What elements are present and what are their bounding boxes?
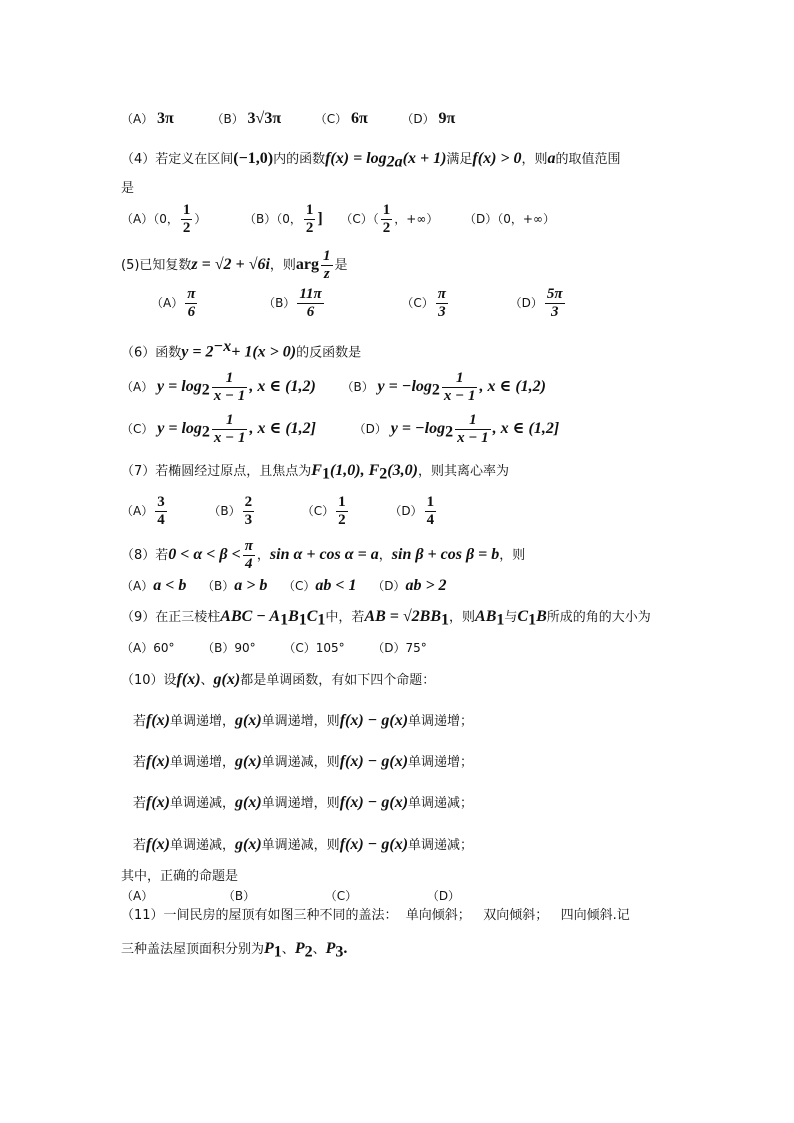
q9-options xyxy=(121,639,427,657)
q5-option-d-label: （D） xyxy=(509,296,543,310)
q10-prefix: （10）设 xyxy=(121,673,177,688)
q8-frac: $\frac{\pi}{4}$ xyxy=(244,538,253,572)
q10-options xyxy=(121,887,460,905)
q5-option-b: $\frac{11\pi}{6}$ xyxy=(299,286,322,320)
q8-option-d: ab > 2 xyxy=(405,577,447,594)
q7-suffix: ，则其离心率为 xyxy=(417,464,509,479)
q5-option-a-label: （A） xyxy=(151,296,184,310)
q7-option-b-label: （B） xyxy=(208,504,241,518)
q4-cond: f(x) > 0 xyxy=(472,150,522,167)
q3-option-d-label: （D） xyxy=(401,112,435,126)
q8-option-d-label: （D） xyxy=(372,579,406,593)
q5-option-c-label: （C） xyxy=(401,296,434,310)
q7-options xyxy=(121,494,438,529)
q7-option-d: $\frac{1}{4}$ xyxy=(426,494,435,528)
q3-option-c-label: （C） xyxy=(314,112,348,126)
q3-options xyxy=(121,110,455,128)
q4-option-c: （ xyxy=(372,212,379,226)
q8-options xyxy=(121,577,447,595)
q4-base: 2a xyxy=(386,153,403,171)
q6-option-b-frac: $\frac{1}{x - 1}$ xyxy=(443,370,476,404)
q8-suffix: ，则 xyxy=(499,548,526,563)
q6-option-c-lhs: y = log xyxy=(157,420,202,437)
q7-option-c: $\frac{1}{2}$ xyxy=(338,494,346,528)
q5-options xyxy=(151,286,567,321)
q9-option-b: 90° xyxy=(234,641,256,655)
q4-arg: (x + 1) xyxy=(402,150,447,167)
q10-option-c-label: （C） xyxy=(324,889,358,903)
q4-option-c-frac: $\frac{1}{2}$ xyxy=(382,202,391,236)
q6-prefix: （6）函数 xyxy=(121,345,182,361)
q4-mid1: 内的函数 xyxy=(273,152,326,167)
q5-option-d: $\frac{5\pi}{3}$ xyxy=(546,286,563,320)
q4-stem xyxy=(121,150,621,172)
q5-prefix: (5)已知复数 xyxy=(121,258,192,273)
q6-option-b-label: （B） xyxy=(341,380,374,394)
q6-option-c-label: （C） xyxy=(121,422,154,436)
q4-option-d-label: （D） xyxy=(464,212,498,226)
q5-suffix: 是 xyxy=(334,258,348,273)
q10-prop-3: 若f(x)单调递减，g(x)单调递增，则f(x) − g(x)单调递减； xyxy=(133,794,474,811)
q4-option-a-frac: $\frac{1}{2}$ xyxy=(182,202,191,236)
q10-option-d-label: （D） xyxy=(426,889,461,903)
q5-option-c: $\frac{\pi}{3}$ xyxy=(437,286,446,320)
q4-option-b: （0， xyxy=(276,212,302,226)
q6-exp: −x xyxy=(213,338,232,355)
q7-prefix: （7）若椭圆经过原点，且焦点为 xyxy=(121,464,312,479)
q6-expr: y = 2 xyxy=(181,343,214,361)
q4-interval: (−1,0) xyxy=(233,150,274,167)
q10-stem: （10）设f(x)、g(x)都是单调函数，有如下四个命题： xyxy=(121,671,436,688)
q10-option-b-label: （B） xyxy=(222,889,256,903)
q8-option-c-label: （C） xyxy=(283,579,316,593)
q3-option-a-label: （A） xyxy=(121,112,154,126)
q10-prop-4: 若f(x)单调递减，g(x)单调递减，则f(x) − g(x)单调递减； xyxy=(133,836,474,853)
q4-var: a xyxy=(547,150,556,167)
q7-option-a-label: （A） xyxy=(121,504,154,518)
q5-option-a: $\frac{\pi}{6}$ xyxy=(187,286,196,320)
q9-option-b-label: （B） xyxy=(202,641,235,655)
q4-option-a-label: （A） xyxy=(121,212,154,226)
q9-option-c-label: （C） xyxy=(283,641,316,655)
q9-option-a-label: （A） xyxy=(121,641,154,655)
q4-prefix: （4）若定义在区间 xyxy=(121,152,234,167)
q6-expr2: + 1(x > 0) xyxy=(231,343,297,361)
q4-suffix: 的取值范围 xyxy=(555,152,621,167)
q5-stem xyxy=(121,248,348,283)
q6-option-a-label: （A） xyxy=(121,380,154,394)
q10-suffix: 都是单调函数，有如下四个命题： xyxy=(240,673,436,688)
q8-stem: （8）若0 < α < β < $\frac{\pi}{4}$ ，sin α + cos α = a，sin β + cos β = b，则 xyxy=(121,538,526,572)
q6-option-c-frac: $\frac{1}{x - 1}$ xyxy=(213,412,246,446)
q10-option-a-label: （A） xyxy=(121,889,154,903)
q7-stem: （7）若椭圆经过原点，且焦点为$F_1(1,0)$, $F_2(3,0)$，则其离心率为 xyxy=(121,462,509,483)
q5-frac: $\frac{1}{z}$ xyxy=(323,248,331,282)
q4-line2: 是 xyxy=(121,181,135,196)
q3-option-b: 3√3π xyxy=(247,110,282,127)
q6-option-a-frac: $\frac{1}{x - 1}$ xyxy=(213,370,246,404)
q3-option-b-label: （B） xyxy=(211,112,244,126)
q6-option-d-lhs: y = −log xyxy=(390,420,446,437)
q8-option-c: ab < 1 xyxy=(315,577,357,594)
q7-option-c-label: （C） xyxy=(301,504,335,518)
q4-mid3: ，则 xyxy=(521,152,548,167)
q7-option-d-label: （D） xyxy=(389,504,423,518)
q9-suffix: 所成的角的大小为 xyxy=(546,610,651,625)
q6-suffix: 的反函数是 xyxy=(296,345,362,361)
q11-line1: （11）一间民房的屋顶有如图三种不同的盖法： 单向倾斜； 双向倾斜； 四向倾斜.记 xyxy=(121,908,630,923)
q10-prop-2: 若f(x)单调递增，g(x)单调递减，则f(x) − g(x)单调递增； xyxy=(133,753,474,770)
q9-option-d: 75° xyxy=(405,641,427,655)
q6-option-b-lhs: y = −log xyxy=(377,378,432,395)
q11-line2: 三种盖法屋顶面积分别为$P_1$、$P_2$、$P_3$. xyxy=(121,940,348,961)
q8-option-b-label: （B） xyxy=(202,579,235,593)
q8-prefix: （8）若 xyxy=(121,548,169,563)
q8-option-a-label: （A） xyxy=(121,579,154,593)
q5-arg: arg xyxy=(295,256,320,273)
q8-option-a: a < b xyxy=(153,577,187,594)
q5-option-b-label: （B） xyxy=(263,296,296,310)
q4-option-c-label: （C） xyxy=(340,212,373,226)
q9-stem: （9）在正三棱柱ABC − $A_1B_1C_1$中，若AB = $√2BB_1$，则$AB_1$与$C_1B$所成的角的大小为 xyxy=(121,608,651,629)
q6-stem xyxy=(121,338,361,362)
q9-option-a: 60° xyxy=(153,641,175,655)
q4-option-a: （0， xyxy=(153,212,179,226)
q6-option-a-lhs: y = log xyxy=(157,378,202,395)
q3-option-d: 9π xyxy=(438,110,456,127)
q9-option-d-label: （D） xyxy=(372,641,406,655)
q4-option-b-frac: $\frac{1}{2}$ xyxy=(305,202,314,236)
q3-option-a: 3π xyxy=(157,110,174,127)
q6-options-row2: （C） $y = \log_2$ $\frac{1}{x - 1}$ , x ∈ (1,2] （D） $y = -\log_2$ $\frac{1}{x - 1}$ , x ∈ (1,2] xyxy=(121,412,560,446)
q9-option-c: 105° xyxy=(315,641,345,655)
q8-option-b: a > b xyxy=(234,577,268,594)
q5-expr: z = √2 + √6i xyxy=(191,256,270,273)
q6-options-row1: （A） $y = \log_2$ $\frac{1}{x - 1}$ , x ∈ (1,2) （B） $y = -\log_2$ $\frac{1}{x - 1}$ , x ∈ (1,2) xyxy=(121,370,546,404)
q10-prop-1: 若f(x)单调递增，g(x)单调递增，则f(x) − g(x)单调递增； xyxy=(133,712,474,729)
q7-option-a: $\frac{3}{4}$ xyxy=(157,494,165,528)
q10-answer-line: 其中，正确的命题是 xyxy=(121,869,239,884)
q4-options: （A）（0， $\frac{1}{2}$ ） （B）（0， $\frac{1}{2}$ ] （C）（ $\frac{1}{2}$ ，+∞） （D）（0，+∞） xyxy=(121,202,555,236)
q4-option-d: （0，+∞） xyxy=(497,212,555,226)
q5-mid: ，则 xyxy=(269,258,296,273)
q4-func: f(x) = log xyxy=(325,150,387,167)
q4-mid2: 满足 xyxy=(446,152,473,167)
q9-prefix: （9）在正三棱柱 xyxy=(121,610,221,625)
q4-option-b-label: （B） xyxy=(244,212,277,226)
q6-option-d-frac: $\frac{1}{x - 1}$ xyxy=(457,412,489,446)
q6-option-d-label: （D） xyxy=(353,422,387,436)
q7-option-b: $\frac{2}{3}$ xyxy=(244,494,253,528)
q3-option-c: 6π xyxy=(350,110,368,127)
